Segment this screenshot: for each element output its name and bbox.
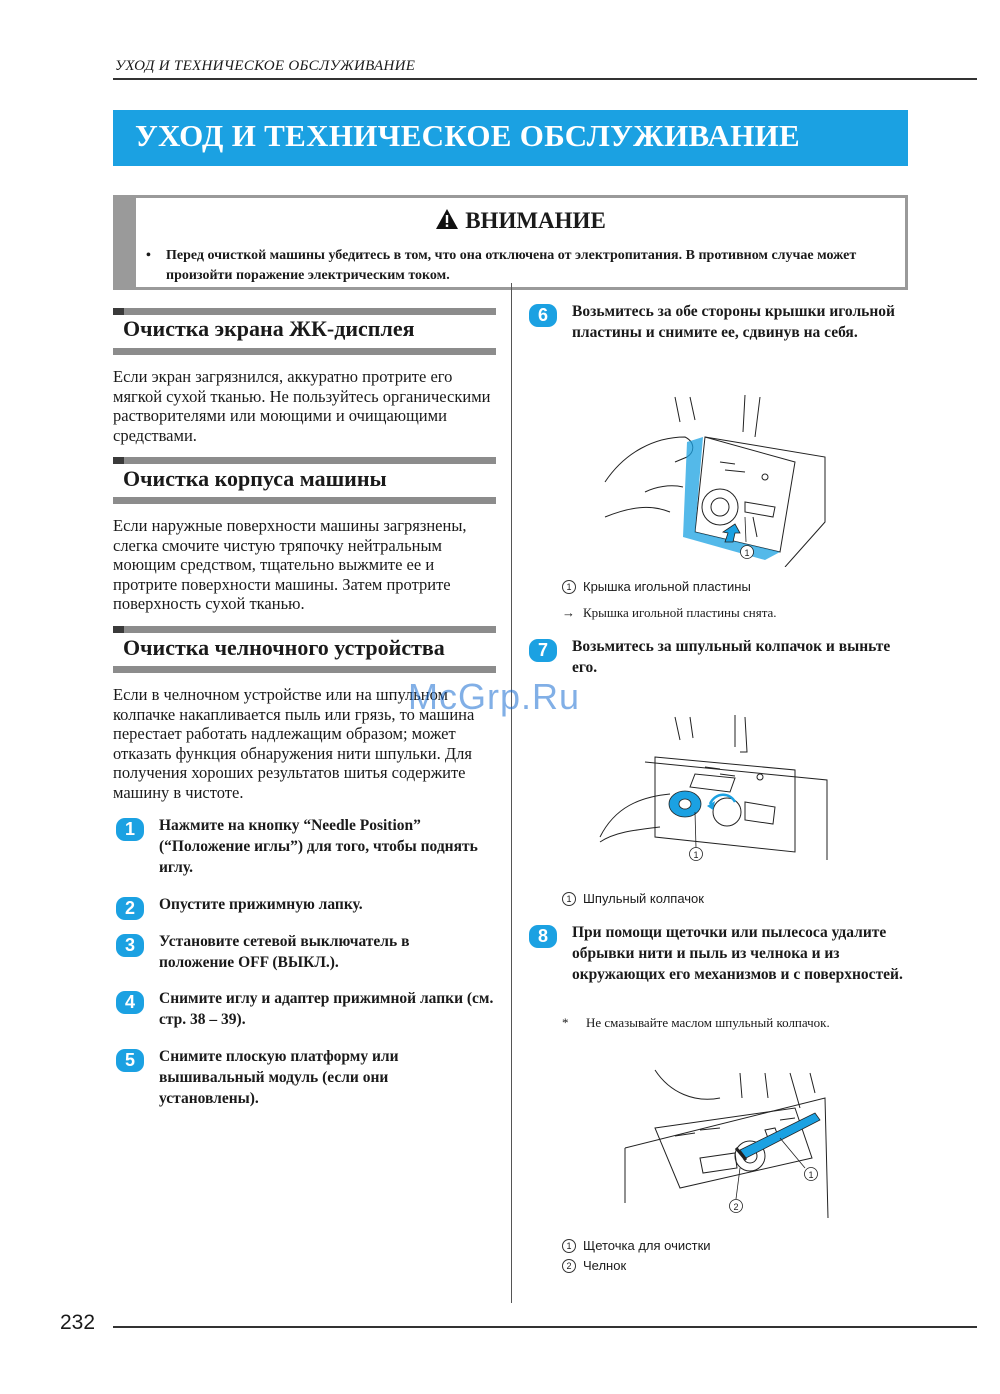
step-text: Возьмитесь за обе стороны крышки игольной пластины и снимите ее, сдвинув на себя. [572,303,895,341]
result-text: Крышка игольной пластины снята. [583,605,777,620]
figure7-caption [562,891,704,906]
warning-text: Перед очисткой машины убедитесь в том, что она отключена от электропитания. В противном случае может произойти поражение электрическим током. [166,248,857,283]
result-arrow: → [562,605,575,620]
step-text: Снимите плоскую платформу или вышивальный модуль (если они установлены). [159,1048,399,1107]
figure8-callout-2: 2 [733,1202,739,1212]
section-rule-bottom [113,348,496,355]
section-rule-top [113,457,496,464]
step-text: Установите сетевой выключатель в положение OFF (ВЫКЛ.). [159,933,410,971]
figure6-caption [562,579,751,594]
note-marker: * [562,1015,569,1030]
bobbin-case-illustration [595,712,830,867]
section-body-shuttle: Если в челночном устройстве или на шпульном колпачке накапливается пыль или грязь, то машина перестает работать надлежащим образом; может отказать функция обнаружения нити шпульки. Для получения хороших результатов шитья содержите машину в чистоте. [113,685,475,802]
step-text: Возьмитесь за шпульный колпачок и выньте его. [572,638,891,676]
chapter-title: УХОД И ТЕХНИЧЕСКОЕ ОБСЛУЖИВАНИЕ [135,118,801,153]
section-rule-accent [113,457,124,464]
section-body-body: Если наружные поверхности машины загрязнены, слегка смочите чистую тряпочку нейтральным моющим средством, тщательно выжмите ее и протрите поверхности машины. Затем протрите поверхность сухой тканью. [113,516,467,613]
step-badge: 7 [529,639,557,662]
figure8-callout-1: 1 [808,1170,814,1180]
section-rule-accent [113,626,124,633]
step-text: Снимите иглу и адаптер прижимной лапки (см. стр. 38 – 39). [159,990,494,1028]
caption-text: Шпульный колпачок [583,891,704,906]
step-badge: 5 [116,1049,144,1072]
section-title-shuttle: Очистка челночного устройства [123,635,445,660]
needle-plate-cover-illustration [595,392,830,567]
warning-title [136,208,905,234]
caption-number: 1 [562,1239,576,1253]
warning-title-text: ВНИМАНИЕ [465,208,606,233]
caption-text: Крышка игольной пластины [583,579,751,594]
caption-number: 1 [562,580,576,594]
warning-box [113,195,908,290]
section-rule-accent [113,308,124,315]
note-text: Не смазывайте маслом шпульный колпачок. [586,1015,830,1030]
caption-text: Челнок [583,1258,627,1273]
section-rule-top [113,308,496,315]
caption-number: 2 [562,1259,576,1273]
section-rule-bottom [113,497,496,504]
warning-triangle-icon [435,208,459,230]
step-badge: 2 [116,897,144,920]
figure8-caption [562,1238,711,1253]
warning-bullet: • [146,248,151,263]
step-badge: 3 [116,934,144,957]
section-rule-bottom [113,666,496,673]
header-rule [113,78,977,80]
chapter-banner [113,110,908,166]
figure6-callout: 1 [744,548,750,558]
column-divider [511,283,512,1303]
running-header: УХОД И ТЕХНИЧЕСКОЕ ОБСЛУЖИВАНИЕ [115,58,416,74]
step-badge: 8 [529,925,557,948]
page-number: 232 [60,1311,96,1334]
step-text: При помощи щеточки или пылесоса удалите обрывки нити и пыль из челнока и из окружающих его механизмов и с поверхностей. [572,924,903,983]
caption-text: Щеточка для очистки [583,1238,711,1253]
step-text: Опустите прижимную лапку. [159,896,363,913]
section-body-lcd: Если экран загрязнился, аккуратно протрите его мягкой сухой тканью. Не пользуйтесь органическими растворителями или моющими и очищающими средствами. [113,367,491,445]
section-title-body: Очистка корпуса машины [123,466,387,491]
figure8-caption [562,1258,626,1273]
step-badge: 6 [529,304,557,327]
cleaning-brush-illustration [600,1068,832,1218]
step-badge: 4 [116,991,144,1014]
footer-rule [113,1326,977,1328]
section-rule-top [113,626,496,633]
step-text: Нажмите на кнопку “Needle Position” (“Положение иглы”) для того, чтобы поднять иглу. [159,817,478,876]
figure6-result [562,605,777,621]
watermark: McGrp.Ru [408,676,581,717]
step-badge: 1 [116,818,144,841]
figure7-callout: 1 [693,850,699,860]
caption-number: 1 [562,892,576,906]
section-title-lcd: Очистка экрана ЖК-дисплея [123,316,415,341]
